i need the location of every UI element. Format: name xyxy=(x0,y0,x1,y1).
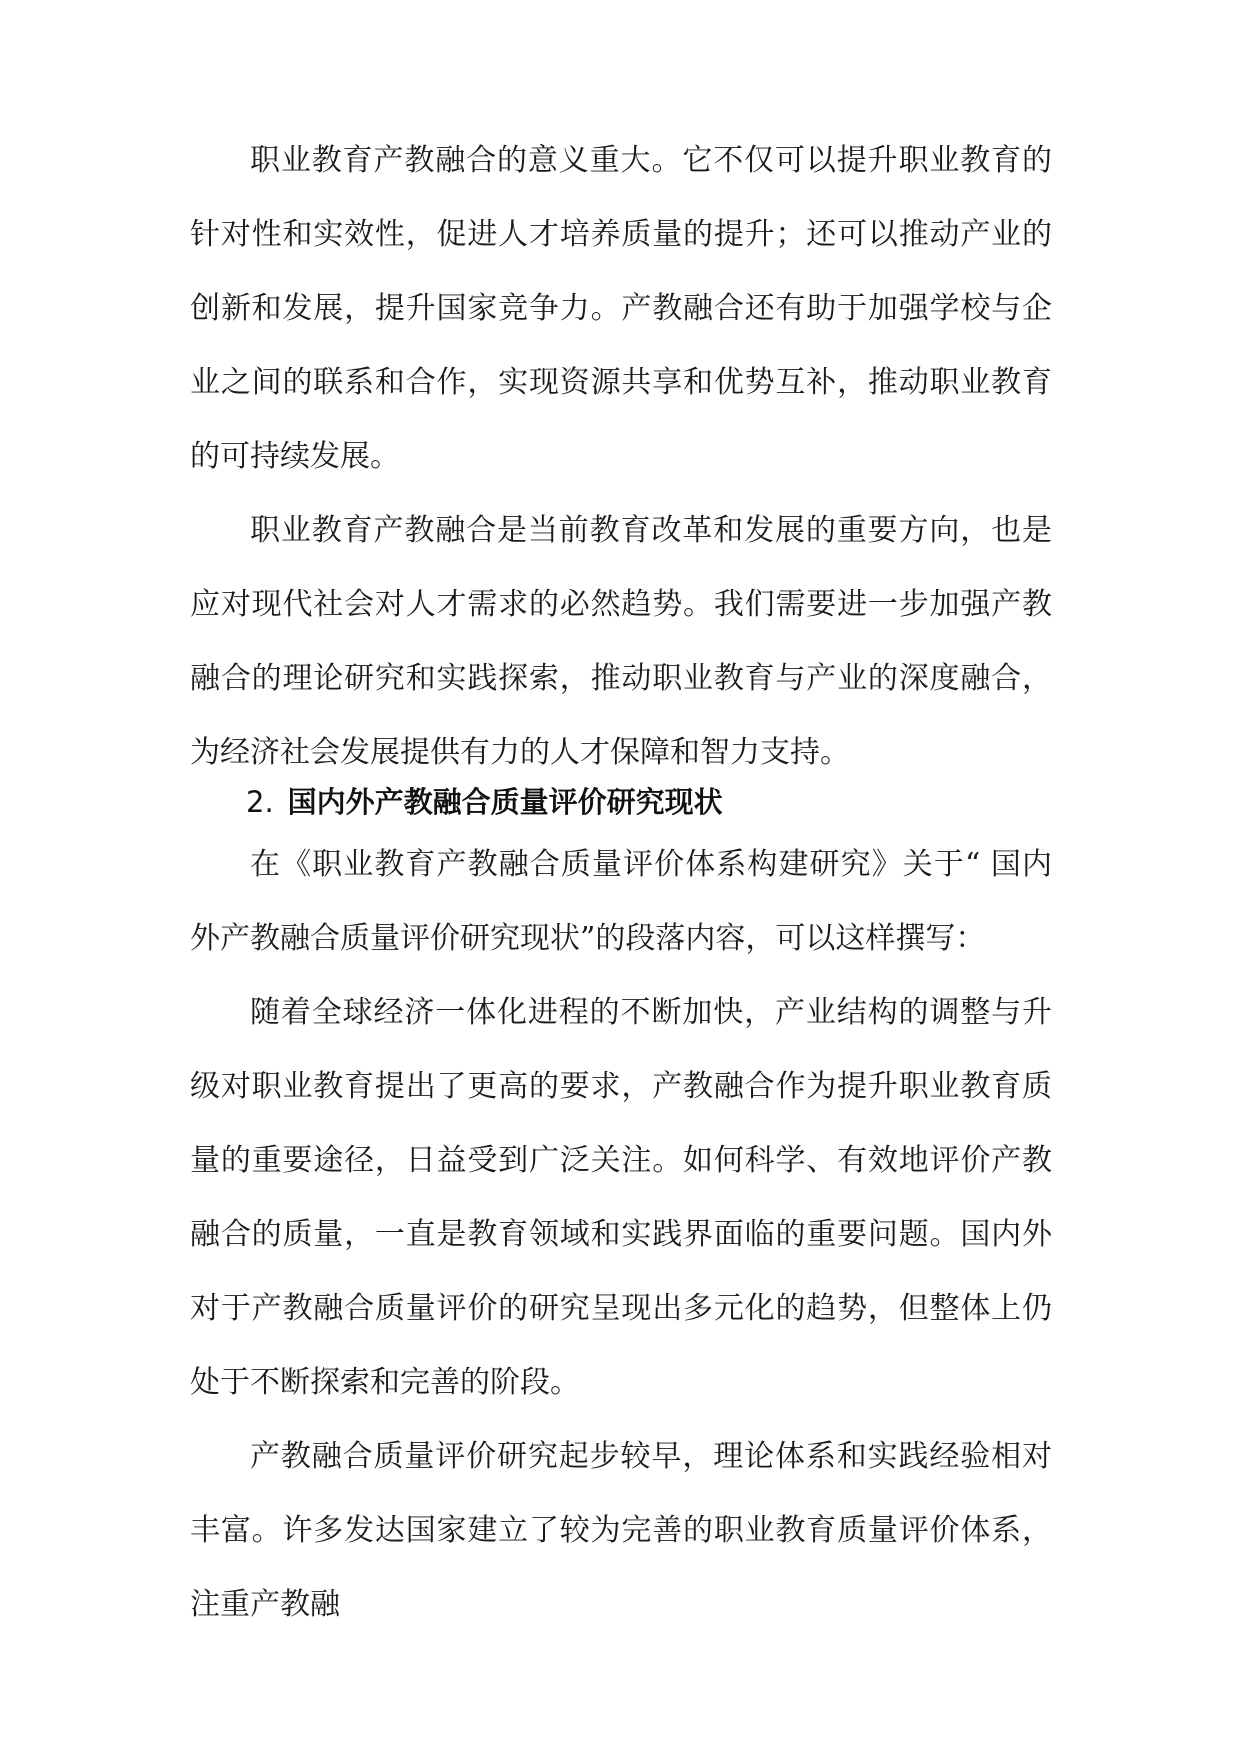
section-body-after-heading xyxy=(190,828,1052,1642)
section-number: 2. xyxy=(246,785,274,819)
section-title: 国内外产教融合质量评价研究现状 xyxy=(287,785,723,819)
section-body-before-heading xyxy=(190,124,1052,790)
paragraph-direction: 职业教育产教融合是当前教育改革和发展的重要方向，也是应对现代社会对人才需求的必然趋势。我们需要进一步加强产教融合的理论研究和实践探索，推动职业教育与产业的深度融合，为经济社会发展提供有力的人才保障和智力支持。 xyxy=(190,513,1052,770)
section-heading xyxy=(246,782,723,822)
paragraph-significance: 职业教育产教融合的意义重大。它不仅可以提升职业教育的针对性和实效性，促进人才培养质量的提升；还可以推动产业的创新和发展，提升国家竞争力。产教融合还有助于加强学校与企业之间的联系和合作，实现资源共享和优势互补，推动职业教育的可持续发展。 xyxy=(190,143,1052,474)
paragraph-foreign-research: 产教融合质量评价研究起步较早，理论体系和实践经验相对丰富。许多发达国家建立了较为完善的职业教育质量评价体系，注重产教融 xyxy=(190,1439,1052,1622)
paragraph-intro: 在《职业教育产教融合质量评价体系构建研究》关于“ 国内外产教融合质量评价研究现状”的段落内容，可以这样撰写： xyxy=(190,847,1052,956)
paragraph-background: 随着全球经济一体化进程的不断加快，产业结构的调整与升级对职业教育提出了更高的要求，产教融合作为提升职业教育质量的重要途径，日益受到广泛关注。如何科学、有效地评价产教融合的质量，一直是教育领域和实践界面临的重要问题。国内外对于产教融合质量评价的研究呈现出多元化的趋势，但整体上仍处于不断探索和完善的阶段。 xyxy=(190,995,1052,1400)
